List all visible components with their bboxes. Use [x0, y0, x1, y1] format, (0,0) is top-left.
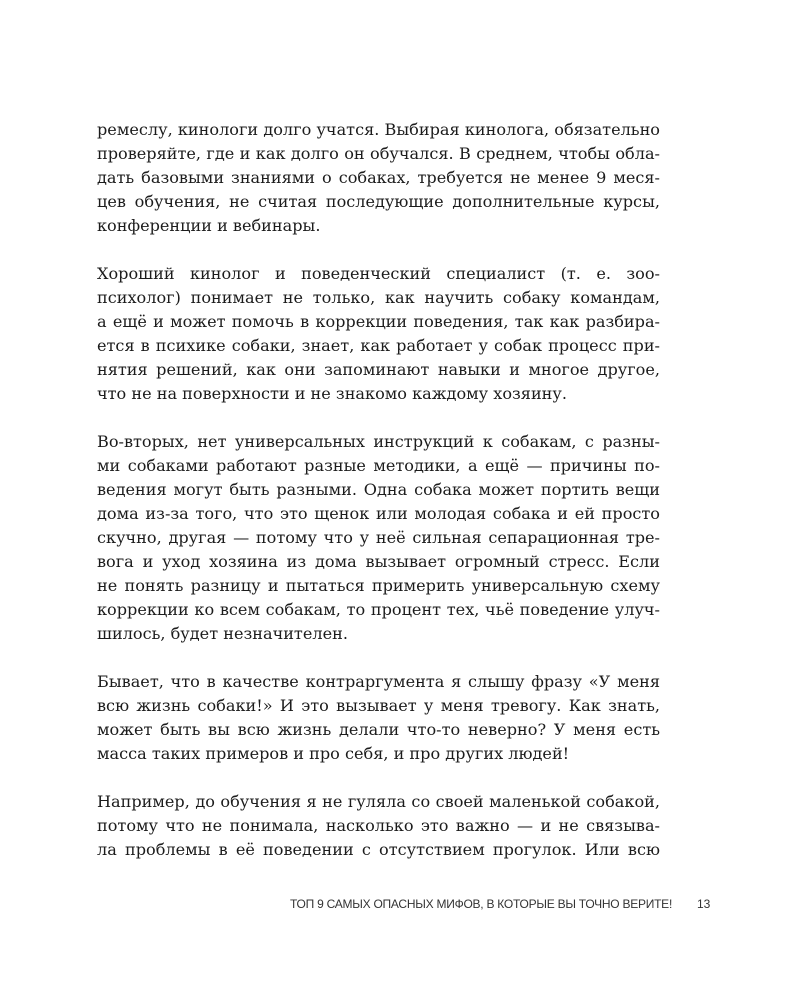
text-line: скучно, другая — потому что у неё сильная сепарационная тре- — [97, 528, 660, 547]
text-line: всю жизнь собаки!» И это вызывает у меня тревогу. Как знать, — [97, 696, 660, 715]
text-line: ла проблемы в её поведении с отсутствием прогулок. Или всю — [97, 840, 660, 859]
text-line: Бывает, что в качестве контраргумента я слышу фразу «У меня — [97, 672, 660, 691]
text-line: а ещё и может помочь в коррекции поведения, так как разбира- — [97, 312, 660, 331]
text-line: Хороший кинолог и поведенческий специалист (т. е. зоо- — [97, 264, 660, 283]
text-line: коррекции ко всем собакам, то процент тех, чьё поведение улуч- — [97, 600, 660, 619]
paragraph — [97, 262, 660, 406]
paragraph — [97, 430, 660, 646]
text-line: ремеслу, кинологи долго учатся. Выбирая кинолога, обязательно — [97, 120, 660, 139]
text-line: нятия решений, как они запоминают навыки и многое другое, — [97, 360, 660, 379]
text-line: ми собаками работают разные методики, а ещё — причины по- — [97, 456, 660, 475]
text-line: проверяйте, где и как долго он обучался. В среднем, чтобы обла- — [97, 144, 660, 163]
text-line: дать базовыми знаниями о собаках, требуется не менее 9 меся- — [97, 168, 660, 187]
text-line: ется в психике собаки, знает, как работает у собак процесс при- — [97, 336, 660, 355]
text-line: цев обучения, не считая последующие дополнительные курсы, — [97, 192, 660, 211]
text-line: ведения могут быть разными. Одна собака может портить вещи — [97, 480, 660, 499]
text-line: масса таких примеров и про себя, и про других людей! — [97, 744, 570, 763]
text-line: психолог) понимает не только, как научить собаку командам, — [97, 288, 660, 307]
paragraph — [97, 670, 660, 766]
text-line: дома из-за того, что это щенок или молодая собака и ей просто — [97, 504, 660, 523]
text-line: потому что не понимала, насколько это важно — и не связыва- — [97, 816, 660, 835]
text-line: что не на поверхности и не знакомо каждому хозяину. — [97, 384, 567, 403]
text-line: Например, до обучения я не гуляла со своей маленькой собакой, — [97, 792, 660, 811]
page-number: 13 — [697, 897, 711, 911]
text-line: вога и уход хозяина из дома вызывает огромный стресс. Если — [97, 552, 660, 571]
text-line: конференции и вебинары. — [97, 216, 321, 235]
body-text — [97, 118, 660, 886]
paragraph — [97, 790, 660, 862]
text-line: шилось, будет незначителен. — [97, 624, 348, 643]
text-line: не понять разницу и пытаться примерить универсальную схему — [97, 576, 660, 595]
running-title: ТОП 9 САМЫХ ОПАСНЫХ МИФОВ, В КОТОРЫЕ ВЫ ТОЧНО ВЕРИТЕ! — [290, 897, 673, 911]
text-line: Во-вторых, нет универсальных инструкций к собакам, с разны- — [97, 432, 660, 451]
paragraph — [97, 118, 660, 238]
text-line: может быть вы всю жизнь делали что-то неверно? У меня есть — [97, 720, 660, 739]
